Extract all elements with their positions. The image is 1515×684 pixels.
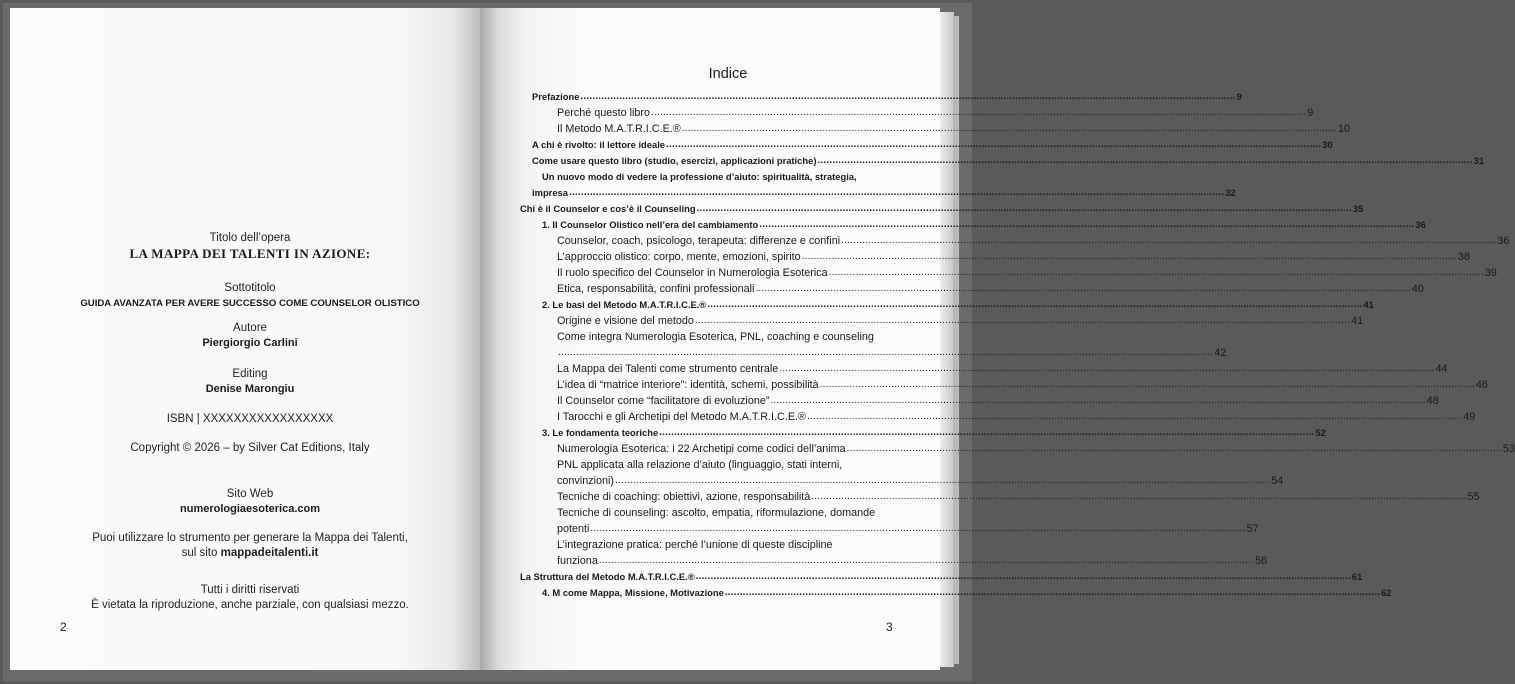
toc-entry-text: L’integrazione pratica: perché l’unione di queste discipline <box>557 539 833 551</box>
toc-leader-dots: ............................................................................................................................................................................................................................ <box>615 475 1271 486</box>
toc-entry-page: 61 <box>1351 571 1363 582</box>
toc-entry <box>532 489 1480 505</box>
toc-entry-page: 39 <box>1484 267 1497 279</box>
toc-entry <box>532 185 1236 201</box>
toc-entry <box>532 521 1259 537</box>
toc-entry <box>520 569 1363 585</box>
toc-entry-title: A chi è rivolto: il lettore ideale <box>532 139 666 150</box>
toc-entry-page: 48 <box>1426 395 1439 407</box>
toc-entry-page: 31 <box>1473 155 1485 166</box>
rights-line-2: È vietata la riproduzione, anche parziale, con qualsiasi mezzo. <box>91 599 409 611</box>
toc-entry <box>532 425 1326 441</box>
title-label: Titolo dell’opera <box>209 232 291 244</box>
toc-leader-dots: ............................................................................................................................................................................................................................ <box>801 251 1457 262</box>
toc-entry <box>532 233 1510 249</box>
toc-entry <box>532 153 1485 169</box>
toc-entry-title: I Tarocchi e gli Archetipi del Metodo M.A.T.R.I.C.E.® <box>557 411 806 423</box>
toc-leader-dots: ............................................................................................................................................................................................................................ <box>590 523 1246 534</box>
toc-leader-dots: ............................................................................................................................................................................................................................ <box>755 283 1411 294</box>
toc-entry-page: 41 <box>1351 315 1364 327</box>
toc-entry <box>532 121 1351 137</box>
copyright: Copyright © 2026 – by Silver Cat Editions, Italy <box>130 442 370 454</box>
toc-entry <box>532 361 1448 377</box>
toc-entry-page: 52 <box>1315 427 1326 438</box>
toc-leader-dots: ............................................................................................................................................................................................................................ <box>817 155 1473 166</box>
page-number-left: 2 <box>60 620 67 634</box>
toc-entry <box>520 201 1364 217</box>
toc-entry-title: Il Counselor come “facilitatore di evoluzione” <box>557 395 770 407</box>
toc-entry-title: La Mappa dei Talenti come strumento centrale <box>557 363 779 375</box>
toc-entry-title: 2. Le basi del Metodo M.A.T.R.I.C.E.® <box>542 299 707 310</box>
toc-leader-dots: ............................................................................................................................................................................................................................ <box>828 267 1484 278</box>
toc-entry <box>532 409 1476 425</box>
page-number-right: 3 <box>886 620 893 634</box>
tool-note-prefix: sul sito <box>181 547 218 559</box>
toc-leader-dots: ............................................................................................................................................................................................................................ <box>580 91 1236 102</box>
toc-entry-text: PNL applicata alla relazione d’aiuto (linguaggio, stati interni, <box>557 459 843 471</box>
toc-entry-text: Tecniche di counseling: ascolto, empatia, riformulazione, domande <box>557 507 876 519</box>
toc-entry <box>532 249 1470 265</box>
toc-entry-page: 9 <box>1236 91 1242 102</box>
rights-line-1: Tutti i diritti riservati <box>200 584 300 596</box>
toc-entry-page: 38 <box>1457 251 1470 263</box>
subtitle-label: Sottotitolo <box>224 282 276 294</box>
toc-entry-page: 41 <box>1363 299 1374 310</box>
toc-entry-title: convinzioni) <box>557 475 615 487</box>
editor-name: Denise Marongiu <box>205 383 295 395</box>
left-page <box>10 8 480 670</box>
toc-entry-title: Prefazione <box>532 91 580 102</box>
toc-entry <box>532 105 1314 121</box>
toc-leader-dots: ............................................................................................................................................................................................................................ <box>598 555 1255 566</box>
toc-leader-dots: ............................................................................................................................................................................................................................ <box>841 235 1497 246</box>
book-subtitle: GUIDA AVANZATA PER AVERE SUCCESSO COME COUNSELOR OLISTICO <box>80 298 420 309</box>
toc-entry-page: 58 <box>1255 555 1268 567</box>
author-label: Autore <box>233 322 267 334</box>
toc-entry-title: Chi è il Counselor e cos’è il Counseling <box>520 203 696 214</box>
toc-leader-dots: ............................................................................................................................................................................................................................ <box>568 187 1225 198</box>
toc-entry-page: 46 <box>1475 379 1488 391</box>
toc-entry-page: 32 <box>1225 187 1236 198</box>
toc-entry-page: 55 <box>1467 491 1480 503</box>
tool-note: Puoi utilizzare lo strumento per generare la Mappa dei Talenti, <box>92 532 408 544</box>
toc-entry <box>532 89 1242 105</box>
toc-leader-dots: ............................................................................................................................................................................................................................ <box>666 139 1322 150</box>
toc-entry-title: L’idea di “matrice interiore”: identità, schemi, possibilità <box>557 379 819 391</box>
toc-entry <box>532 441 1515 457</box>
toc-entry <box>532 137 1333 153</box>
toc-leader-dots: ............................................................................................................................................................................................................................ <box>819 379 1475 390</box>
table-of-contents <box>520 89 1515 601</box>
right-page <box>480 8 1515 670</box>
toc-entry-title: 4. M come Mappa, Missione, Motivazione <box>542 587 724 598</box>
toc-entry <box>532 473 1284 489</box>
toc-entry-title: Tecniche di coaching: obiettivi, azione, responsabilità <box>557 491 811 503</box>
toc-leader-dots: ............................................................................................................................................................................................................................ <box>651 107 1307 118</box>
toc-entry-title: 1. Il Counselor Olistico nell’era del cambiamento <box>542 219 759 230</box>
toc-entry-page: 49 <box>1463 411 1476 423</box>
toc-leader-dots: ............................................................................................................................................................................................................................ <box>779 363 1435 374</box>
toc-leader-dots: ............................................................................................................................................................................................................................ <box>846 443 1502 454</box>
toc-entry-page: 62 <box>1381 587 1392 598</box>
toc-leader-dots: ............................................................................................................................................................................................................................ <box>558 347 1214 358</box>
index-heading: Indice <box>708 66 748 82</box>
toc-leader-dots: ............................................................................................................................................................................................................................ <box>811 491 1467 502</box>
toc-entry-page: 30 <box>1322 139 1333 150</box>
toc-leader-dots: ............................................................................................................................................................................................................................ <box>695 571 1351 582</box>
toc-entry <box>532 377 1488 393</box>
toc-entry-page: 40 <box>1411 283 1424 295</box>
toc-entry-title: Counselor, coach, psicologo, terapeuta: differenze e confini <box>557 235 841 247</box>
toc-entry-page: 36 <box>1497 235 1510 247</box>
toc-leader-dots: ............................................................................................................................................................................................................................ <box>707 299 1363 310</box>
toc-entry-page: 44 <box>1435 363 1448 375</box>
toc-entry-text: Come integra Numerologia Esoterica, PNL, coaching e counseling <box>557 331 874 343</box>
toc-leader-dots: ............................................................................................................................................................................................................................ <box>807 411 1463 422</box>
tool-site: mappadeitalenti.it <box>220 547 319 559</box>
tool-note-site-line <box>50 546 450 561</box>
toc-leader-dots: ............................................................................................................................................................................................................................ <box>681 123 1337 134</box>
toc-entry-title: Il Metodo M.A.T.R.I.C.E.® <box>557 123 681 135</box>
book-title: LA MAPPA DEI TALENTI IN AZIONE: <box>129 246 371 261</box>
website-label: Sito Web <box>226 488 274 500</box>
toc-entry <box>532 281 1424 297</box>
toc-entry-title: 3. Le fondamenta teoriche <box>542 427 659 438</box>
toc-entry-page: 57 <box>1246 523 1259 535</box>
toc-leader-dots: ............................................................................................................................................................................................................................ <box>770 395 1426 406</box>
toc-entry-title: Etica, responsabilità, confini professionali <box>557 283 755 295</box>
toc-entry-title: impresa <box>532 187 568 198</box>
toc-entry-title: Perché questo libro <box>557 107 651 119</box>
toc-entry-title: L’approccio olistico: corpo, mente, emozioni, spirito <box>557 251 801 263</box>
toc-entry-title: La Struttura del Metodo M.A.T.R.I.C.E.® <box>520 571 695 582</box>
toc-entry-page: 10 <box>1338 123 1351 135</box>
editing-label: Editing <box>232 368 268 380</box>
toc-entry-title: Origine e visione del metodo <box>557 315 694 327</box>
toc-entry-title: funziona <box>557 555 598 567</box>
toc-entry-page: 54 <box>1271 475 1284 487</box>
toc-entry <box>532 553 1268 569</box>
toc-entry <box>532 393 1439 409</box>
toc-leader-dots: ............................................................................................................................................................................................................................ <box>759 219 1415 230</box>
toc-entry-title: Numerologia Esoterica: i 22 Archetipi come codici dell’anima <box>557 443 846 455</box>
toc-entry <box>532 217 1426 233</box>
toc-entry-page: 35 <box>1352 203 1364 214</box>
toc-entry-page: 42 <box>1214 347 1227 359</box>
toc-leader-dots: ............................................................................................................................................................................................................................ <box>694 315 1351 326</box>
isbn: ISBN | XXXXXXXXXXXXXXXXX <box>166 413 334 425</box>
toc-entry <box>532 265 1497 281</box>
toc-entry <box>532 585 1392 601</box>
author-name: Piergiorgio Carlini <box>202 337 298 349</box>
toc-leader-dots: ............................................................................................................................................................................................................................ <box>696 203 1352 214</box>
website: numerologiaesoterica.com <box>180 503 320 515</box>
toc-entry-title: Come usare questo libro (studio, esercizi, applicazioni pratiche) <box>532 155 817 166</box>
toc-entry <box>532 345 1227 361</box>
toc-leader-dots: ............................................................................................................................................................................................................................ <box>659 427 1315 438</box>
toc-entry <box>532 313 1364 329</box>
toc-entry-page: 36 <box>1415 219 1426 230</box>
toc-entry-title: Il ruolo specifico del Counselor in Numerologia Esoterica <box>557 267 828 279</box>
toc-entry-text: Un nuovo modo di vedere la professione d’aiuto: spiritualità, strategia, <box>542 171 857 182</box>
toc-entry <box>532 297 1374 313</box>
toc-entry-page: 53 <box>1502 443 1515 455</box>
toc-entry-title: potenti <box>557 523 590 535</box>
toc-entry-page: 9 <box>1307 107 1314 119</box>
toc-leader-dots: ............................................................................................................................................................................................................................ <box>724 587 1381 598</box>
